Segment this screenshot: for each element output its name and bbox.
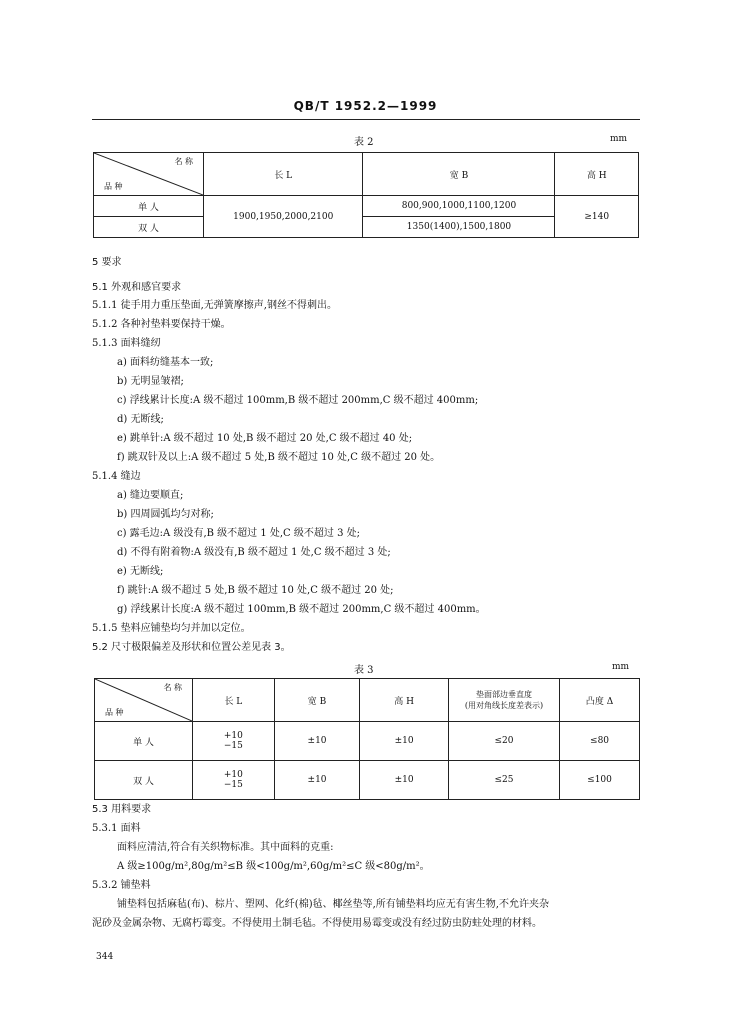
table2-col-width: 宽 B: [363, 153, 555, 196]
table2-length-value: 1900,1950,2000,2100: [204, 196, 363, 238]
table3-col-height: 高 H: [360, 679, 449, 722]
table3-col-verticality-line2: (用对角线长度差表示): [464, 701, 544, 710]
table3-row1-label: 单 人: [95, 722, 193, 761]
table3-row2-label: 双 人: [95, 761, 193, 800]
table3-corner-cell: [95, 679, 193, 722]
table3-caption: 表 3: [354, 665, 374, 676]
table3-col-width: 宽 B: [274, 679, 360, 722]
item-5-1-3-a: a) 面料纺缝基本一致;: [117, 357, 214, 368]
item-5-1-4-d: d) 不得有附着物:A 级没有,B 级不超过 1 处,C 级不超过 3 处;: [117, 547, 391, 558]
table3-row2-verticality: ≤25: [448, 761, 559, 800]
table2-unit: mm: [610, 134, 628, 144]
table3-row2-height: ±10: [360, 761, 449, 800]
section-5-1-1: 5.1.1 徒手用力重压垫面,无弹簧摩擦声,钢丝不得刺出。: [92, 300, 337, 311]
table3-row1-convexity: ≤80: [560, 722, 640, 761]
section-5-3-2: 5.3.2 铺垫料: [92, 880, 151, 891]
table2-height-value: ≥140: [555, 196, 639, 238]
section-5-1-5: 5.1.5 垫料应铺垫均匀并加以定位。: [92, 623, 251, 634]
para-5-3-2-a: 铺垫料包括麻毡(布)、棕片、塑网、化纤(棉)毡、椰丝垫等,所有铺垫料均应无有害生物,不允许夹杂: [117, 899, 549, 910]
table2-caption: 表 2: [354, 137, 374, 148]
table2-col-length: 长 L: [204, 153, 363, 196]
section-5-3-1: 5.3.1 面料: [92, 823, 141, 834]
table2-row1-width: 800,900,1000,1100,1200: [363, 196, 555, 217]
table2-row2-label: 双 人: [94, 217, 204, 238]
item-5-1-4-g: g) 浮线累计长度:A 级不超过 100mm,B 级不超过 200mm,C 级不超过 400mm。: [117, 604, 486, 615]
item-5-1-3-e: e) 跳单针:A 级不超过 10 处,B 级不超过 20 处,C 级不超过 40 处;: [117, 433, 413, 444]
table3-row2-length: [193, 761, 275, 800]
item-5-1-3-f: f) 跳双针及以上:A 级不超过 5 处,B 级不超过 10 处,C 级不超过 20 处。: [117, 452, 441, 463]
item-5-1-4-e: e) 无断线;: [117, 566, 164, 577]
table3-row2-convexity: ≤100: [560, 761, 640, 800]
table3-col-verticality-line1: 垫面部边垂直度: [476, 690, 532, 699]
item-5-1-4-f: f) 跳针:A 级不超过 5 处,B 级不超过 10 处,C 级不超过 20 处;: [117, 585, 394, 596]
table3-row1-height: ±10: [360, 722, 449, 761]
section-5: 5 要求: [92, 257, 122, 268]
table2: [93, 152, 639, 238]
item-5-1-3-b: b) 无明显皱褶;: [117, 376, 184, 387]
section-5-1-2: 5.1.2 各种衬垫料要保持干燥。: [92, 319, 231, 330]
table2-corner-name: 名 称: [174, 157, 193, 166]
section-5-1: 5.1 外观和感官要求: [92, 282, 182, 293]
table3-corner-name: 名 称: [163, 683, 182, 692]
table3-col-convexity: 凸度 Δ: [560, 679, 640, 722]
table3-row1-length-minus: −15: [223, 741, 243, 751]
table3-row2-width: ±10: [274, 761, 360, 800]
section-5-1-3: 5.1.3 面料缝纫: [92, 338, 161, 349]
para-5-3-1-b: A 级≥100g/m²,80g/m²≤B 级<100g/m²,60g/m²≤C 级<80g/m²。: [117, 861, 430, 872]
table3-corner-variety: 品 种: [105, 708, 124, 717]
section-5-1-4: 5.1.4 缝边: [92, 471, 141, 482]
table3-row2-length-minus: −15: [223, 780, 243, 790]
table3-col-verticality: [448, 679, 559, 722]
para-5-3-1-a: 面料应清洁,符合有关织物标准。其中面料的克重:: [117, 842, 334, 853]
section-5-2: 5.2 尺寸极限偏差及形状和位置公差见表 3。: [92, 642, 291, 653]
table2-row1-label: 单 人: [94, 196, 204, 217]
para-5-3-2-b: 泥砂及金属杂物、无腐朽霉变。不得使用土制毛毡。不得使用易霉变或没有经过防虫防蛀处理的材料。: [92, 918, 542, 929]
table3-row2-length-plus: +10: [223, 770, 243, 780]
page-number: 344: [96, 952, 114, 962]
section-5-3: 5.3 用料要求: [92, 804, 152, 815]
item-5-1-4-a: a) 缝边要顺直;: [117, 490, 184, 501]
item-5-1-4-c: c) 露毛边:A 级没有,B 级不超过 1 处,C 级不超过 3 处;: [117, 528, 360, 539]
table3-row1-length-plus: +10: [223, 731, 243, 741]
item-5-1-3-c: c) 浮线累计长度:A 级不超过 100mm,B 级不超过 200mm,C 级不超过 400mm;: [117, 395, 479, 406]
table3-col-length: 长 L: [193, 679, 275, 722]
table3-row1-verticality: ≤20: [448, 722, 559, 761]
table3: [94, 678, 640, 800]
table2-corner-variety: 品 种: [104, 182, 123, 191]
table2-col-height: 高 H: [555, 153, 639, 196]
table3-unit: mm: [612, 662, 630, 672]
table2-row2-width: 1350(1400),1500,1800: [363, 217, 555, 238]
standard-code-header: QB/T 1952.2—1999: [293, 99, 438, 113]
item-5-1-3-d: d) 无断线;: [117, 414, 164, 425]
header-rule: [92, 119, 640, 120]
table3-row1-length: [193, 722, 275, 761]
table2-corner-cell: [94, 153, 204, 196]
item-5-1-4-b: b) 四周圆弧均匀对称;: [117, 509, 214, 520]
table3-row1-width: ±10: [274, 722, 360, 761]
